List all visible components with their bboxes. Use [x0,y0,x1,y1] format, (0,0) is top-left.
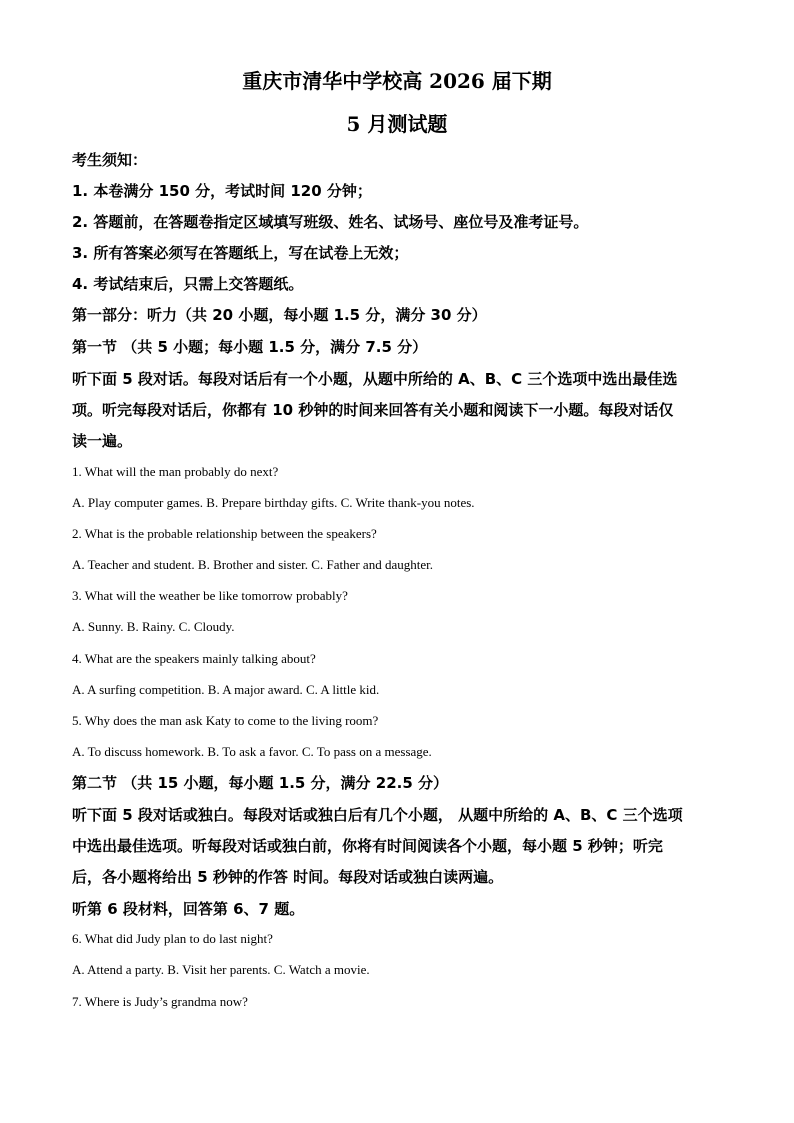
part1-heading: 第一部分：听力（共 20 小题，每小题 1.5 分，满分 30 分） [72,306,487,324]
section2-instructions: 后，各小题将给出 5 秒钟的作答 时间。每段对话或独白读两遍。 [72,868,504,886]
section2-instructions: 中选出最佳选项。听每段对话或独白前，你将有时间阅读各个小题，每小题 5 秒钟；听完 [72,837,663,855]
notice-item: 4. 考试结束后，只需上交答题纸。 [72,275,304,293]
question-options: A. Teacher and student. B. Brother and sister. C. Father and daughter. [72,557,433,572]
material-heading: 听第 6 段材料，回答第 6、7 题。 [72,900,305,918]
question-options: A. A surfing competition. B. A major award. C. A little kid. [72,682,380,697]
section2-instructions: 听下面 5 段对话或独白。每段对话或独白后有几个小题， 从题中所给的 A、B、C 三个选项 [72,806,683,824]
section1-instructions: 项。听完每段对话后，你都有 10 秒钟的时间来回答有关小题和阅读下一小题。每段对话仅 [72,401,674,419]
question-text: 6. What did Judy plan to do last night? [72,931,273,946]
question-options: A. Play computer games. B. Prepare birthday gifts. C. Write thank-you notes. [72,495,475,510]
notice-item: 3. 所有答案必须写在答题纸上，写在试卷上无效； [72,244,409,262]
question-options: A. To discuss homework. B. To ask a favor. C. To pass on a message. [72,744,432,759]
section1-instructions: 听下面 5 段对话。每段对话后有一个小题，从题中所给的 A、B、C 三个选项中选出最佳选 [72,370,678,388]
question-text: 5. Why does the man ask Katy to come to the living room? [72,713,379,728]
notice-heading: 考生须知： [72,151,148,169]
notice-item: 2. 答题前，在答题卷指定区域填写班级、姓名、试场号、座位号及准考证号。 [72,213,589,231]
question-options: A. Attend a party. B. Visit her parents. C. Watch a movie. [72,962,370,977]
exam-subtitle: 5 月测试题 [346,112,448,136]
question-text: 2. What is the probable relationship between the speakers? [72,526,377,541]
notice-item: 1. 本卷满分 150 分，考试时间 120 分钟； [72,182,372,200]
exam-title: 重庆市清华中学校高 2026 届下期 [242,69,552,93]
question-text: 7. Where is Judy’s grandma now? [72,994,248,1009]
question-text: 4. What are the speakers mainly talking about? [72,651,316,666]
section1-instructions: 读一遍。 [72,432,133,450]
section2-heading: 第二节 （共 15 小题，每小题 1.5 分，满分 22.5 分） [72,774,449,792]
question-text: 1. What will the man probably do next? [72,464,279,479]
question-text: 3. What will the weather be like tomorrow probably? [72,588,348,603]
question-options: A. Sunny. B. Rainy. C. Cloudy. [72,619,235,634]
section1-heading: 第一节 （共 5 小题；每小题 1.5 分，满分 7.5 分） [72,338,428,356]
